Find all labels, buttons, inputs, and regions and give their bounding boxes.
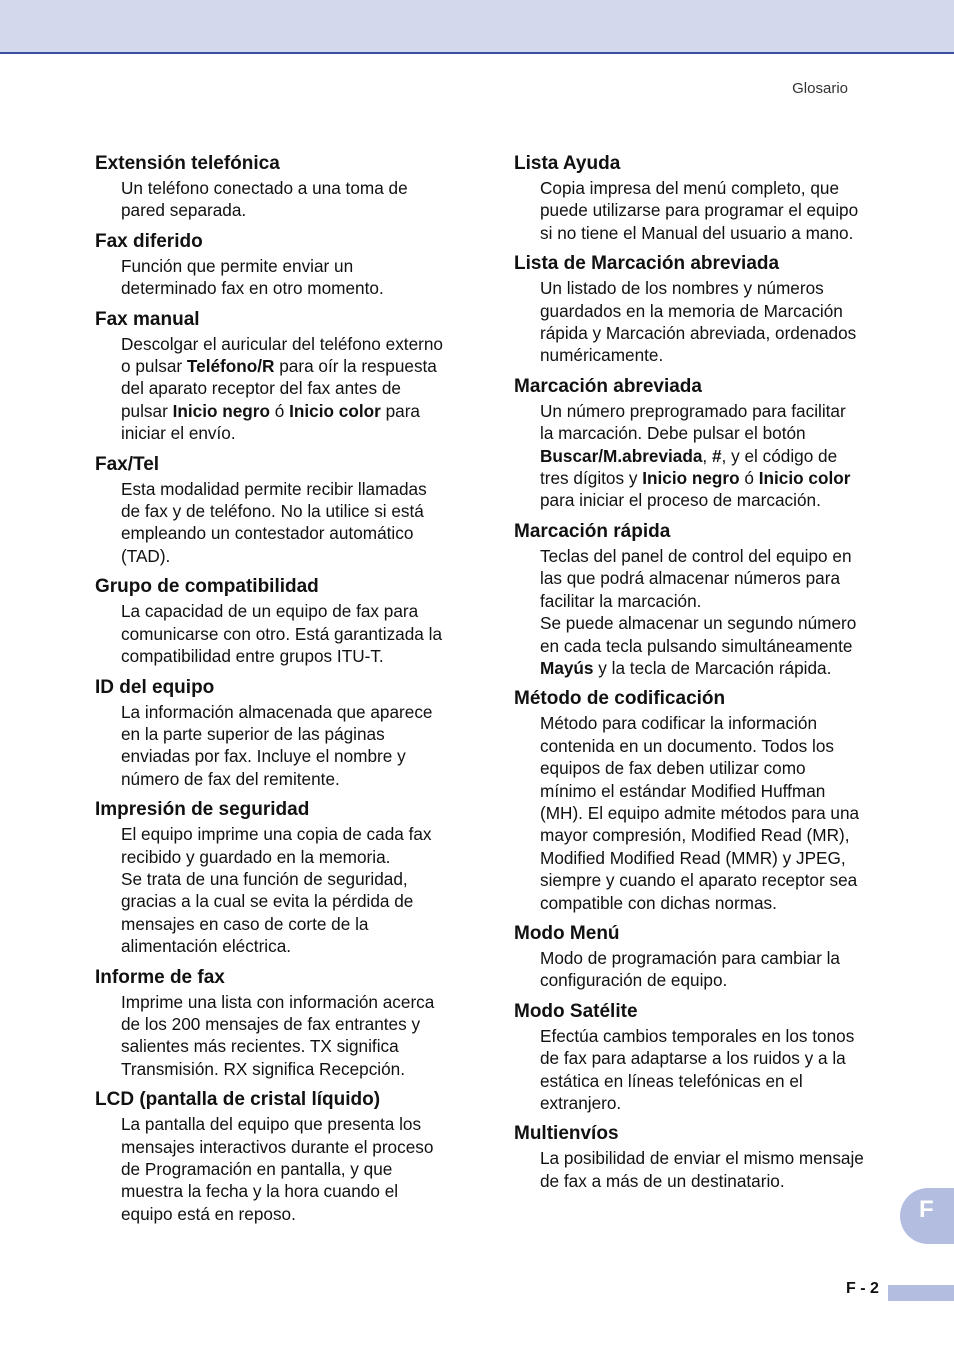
definition-line: (MH). El equipo admite métodos para una bbox=[540, 802, 860, 823]
definition-line: de fax y de teléfono. No la utilice si está bbox=[121, 501, 424, 522]
glossary-definition bbox=[121, 478, 465, 568]
glossary-entry bbox=[514, 1121, 884, 1192]
glossary-entry bbox=[95, 574, 465, 667]
definition-line: comunicarse con otro. Está garantizada la bbox=[121, 623, 443, 644]
definition-line: o pulsar Teléfono/R para oír la respuesta bbox=[121, 356, 437, 377]
definition-line: compatibilidad entre grupos ITU-T. bbox=[121, 646, 384, 667]
definition-line: de fax para adaptarse a los ruidos y a la bbox=[540, 1048, 846, 1069]
definition-line: la marcación. Debe pulsar el botón bbox=[540, 423, 806, 444]
chapter-tab-letter: F bbox=[919, 1196, 934, 1223]
glossary-term: Modo Satélite bbox=[514, 1000, 638, 1022]
glossary-column-right bbox=[514, 151, 884, 1199]
definition-line: La pantalla del equipo que presenta los bbox=[121, 1114, 422, 1135]
glossary-definition bbox=[121, 255, 465, 300]
definition-line: El equipo imprime una copia de cada fax bbox=[121, 824, 432, 845]
glossary-entry bbox=[95, 797, 465, 957]
definition-line: guardados en la memoria de Marcación bbox=[540, 300, 843, 321]
glossary-term: Informe de fax bbox=[95, 966, 225, 988]
page-number: F - 2 bbox=[846, 1280, 879, 1297]
definition-line: muestra la fecha y la hora cuando el bbox=[121, 1181, 399, 1202]
definition-line: mensajes en caso de corte de la bbox=[121, 913, 369, 934]
glossary-definition bbox=[121, 701, 465, 791]
definition-line: numéricamente. bbox=[540, 345, 664, 366]
glossary-term: Método de codificación bbox=[514, 688, 726, 710]
glossary-definition bbox=[540, 1025, 884, 1115]
footer-band bbox=[888, 1285, 954, 1301]
glossary-entry bbox=[95, 965, 465, 1081]
section-label: Glosario bbox=[792, 80, 848, 97]
glossary-entry bbox=[95, 452, 465, 568]
definition-line: tres dígitos y Inicio negro ó Inicio color bbox=[540, 468, 851, 489]
glossary-term: Multienvíos bbox=[514, 1123, 619, 1145]
glossary-definition bbox=[540, 1147, 884, 1192]
glossary-entry bbox=[95, 675, 465, 791]
definition-line: puede utilizarse para programar el equipo bbox=[540, 200, 859, 221]
glossary-definition bbox=[121, 823, 465, 957]
glossary-entry bbox=[95, 307, 465, 445]
glossary-term: Marcación rápida bbox=[514, 520, 671, 542]
glossary-entry bbox=[514, 251, 884, 367]
glossary-definition bbox=[540, 947, 884, 992]
glossary-definition bbox=[121, 333, 465, 445]
definition-line: (TAD). bbox=[121, 545, 171, 566]
glossary-term: Fax manual bbox=[95, 308, 200, 330]
definition-line: Modo de programación para cambiar la bbox=[540, 947, 840, 968]
definition-line: mensajes interactivos durante el proceso bbox=[121, 1136, 434, 1157]
definition-line: siempre y cuando el aparato receptor sea bbox=[540, 870, 858, 891]
glossary-entry bbox=[95, 151, 465, 222]
glossary-entry bbox=[95, 229, 465, 300]
definition-line: pulsar Inicio negro ó Inicio color para bbox=[121, 400, 420, 421]
definition-line: Modified Modified Read (MMR) y JPEG, bbox=[540, 847, 846, 868]
glossary-definition bbox=[121, 177, 465, 222]
glossary-definition bbox=[540, 712, 884, 914]
glossary-term: Fax/Tel bbox=[95, 453, 160, 475]
definition-line: extranjero. bbox=[540, 1093, 622, 1113]
glossary-term: Fax diferido bbox=[95, 230, 203, 252]
definition-line: mínimo el estándar Modified Huffman bbox=[540, 780, 826, 801]
definition-line: Un listado de los nombres y números bbox=[540, 278, 824, 299]
definition-line: rápida y Marcación abreviada, ordenados bbox=[540, 323, 857, 344]
definition-line: configuración de equipo. bbox=[540, 970, 728, 991]
definition-line: las que podrá almacenar números para bbox=[540, 568, 841, 589]
definition-line: iniciar el envío. bbox=[121, 423, 236, 444]
definition-line: La posibilidad de enviar el mismo mensaje bbox=[540, 1148, 864, 1169]
definition-line: de Programación en pantalla, y que bbox=[121, 1159, 393, 1179]
definition-line: Se trata de una función de seguridad, bbox=[121, 868, 408, 889]
definition-line: determinado fax en otro momento. bbox=[121, 278, 384, 299]
definition-line: en la parte superior de las páginas bbox=[121, 723, 385, 744]
glossary-definition bbox=[121, 600, 465, 667]
glossary-definition bbox=[121, 1113, 465, 1225]
definition-line: Función que permite enviar un bbox=[121, 255, 354, 276]
glossary-definition bbox=[540, 400, 884, 512]
glossary-entry bbox=[514, 686, 884, 914]
glossary-entry bbox=[514, 921, 884, 992]
definition-line: pared separada. bbox=[121, 200, 247, 221]
glossary-entry bbox=[514, 151, 884, 244]
glossary-term: LCD (pantalla de cristal líquido) bbox=[95, 1089, 381, 1111]
glossary-definition bbox=[540, 277, 884, 367]
glossary-term: Impresión de seguridad bbox=[95, 799, 310, 821]
definition-line: Se puede almacenar un segundo número bbox=[540, 613, 857, 634]
glossary-column-left bbox=[95, 151, 465, 1232]
glossary-definition bbox=[121, 991, 465, 1081]
definition-line: si no tiene el Manual del usuario a mano. bbox=[540, 222, 854, 243]
definition-line: La información almacenada que aparece bbox=[121, 701, 433, 722]
definition-line: contenida en un documento. Todos los bbox=[540, 735, 834, 756]
glossary-term: Grupo de compatibilidad bbox=[95, 576, 319, 598]
glossary-term: ID del equipo bbox=[95, 676, 215, 698]
definition-line: La capacidad de un equipo de fax para bbox=[121, 601, 419, 622]
glossary-entry bbox=[95, 1087, 465, 1225]
definition-line: mayor compresión, Modified Read (MR), bbox=[540, 825, 850, 846]
definition-line: Imprime una lista con información acerca bbox=[121, 991, 435, 1012]
definition-line: Esta modalidad permite recibir llamadas bbox=[121, 478, 427, 499]
definition-line: Copia impresa del menú completo, que bbox=[540, 178, 840, 198]
glossary-term: Lista de Marcación abreviada bbox=[514, 253, 780, 275]
glossary-term: Lista Ayuda bbox=[514, 153, 621, 174]
definition-line: Buscar/M.abreviada, #, y el código de bbox=[540, 445, 838, 466]
definition-line: Mayús y la tecla de Marcación rápida. bbox=[540, 657, 832, 678]
definition-line: Método para codificar la información bbox=[540, 713, 818, 734]
glossary-term: Extensión telefónica bbox=[95, 153, 280, 174]
glossary-term: Marcación abreviada bbox=[514, 375, 702, 397]
definition-line: del aparato receptor del fax antes de bbox=[121, 378, 401, 399]
header-band bbox=[0, 0, 954, 54]
definition-line: enviadas por fax. Incluye el nombre y bbox=[121, 746, 406, 767]
glossary-entry bbox=[514, 519, 884, 679]
definition-line: estática en líneas telefónicas en el bbox=[540, 1070, 803, 1091]
definition-line: número de fax del remitente. bbox=[121, 768, 340, 789]
glossary-entry bbox=[514, 374, 884, 512]
glossary-term: Modo Menú bbox=[514, 922, 620, 944]
definition-line: compatible con dichas normas. bbox=[540, 892, 777, 913]
definition-line: alimentación eléctrica. bbox=[121, 936, 292, 957]
glossary-definition bbox=[540, 545, 884, 679]
definition-line: de los 200 mensajes de fax entrantes y bbox=[121, 1013, 421, 1034]
definition-line: recibido y guardado en la memoria. bbox=[121, 846, 391, 867]
definition-line: de fax a más de un destinatario. bbox=[540, 1170, 785, 1191]
definition-line: Un número preprogramado para facilitar bbox=[540, 400, 846, 421]
definition-line: empleando un contestador automático bbox=[121, 523, 414, 544]
definition-line: en cada tecla pulsando simultáneamente bbox=[540, 635, 853, 656]
definition-line: equipos de fax deben utilizar como bbox=[540, 758, 806, 779]
definition-line: Efectúa cambios temporales en los tonos bbox=[540, 1025, 855, 1046]
definition-line: Un teléfono conectado a una toma de bbox=[121, 178, 408, 198]
definition-line: facilitar la marcación. bbox=[540, 590, 702, 611]
definition-line: Descolgar el auricular del teléfono externo bbox=[121, 333, 443, 354]
definition-line: gracias a la cual se evita la pérdida de bbox=[121, 891, 414, 912]
glossary-entry bbox=[514, 999, 884, 1115]
definition-line: Teclas del panel de control del equipo en bbox=[540, 545, 852, 566]
definition-line: salientes más recientes. TX significa bbox=[121, 1036, 399, 1057]
glossary-definition bbox=[540, 177, 884, 244]
definition-line: para iniciar el proceso de marcación. bbox=[540, 490, 821, 511]
definition-line: Transmisión. RX significa Recepción. bbox=[121, 1058, 406, 1079]
definition-line: equipo está en reposo. bbox=[121, 1203, 296, 1224]
